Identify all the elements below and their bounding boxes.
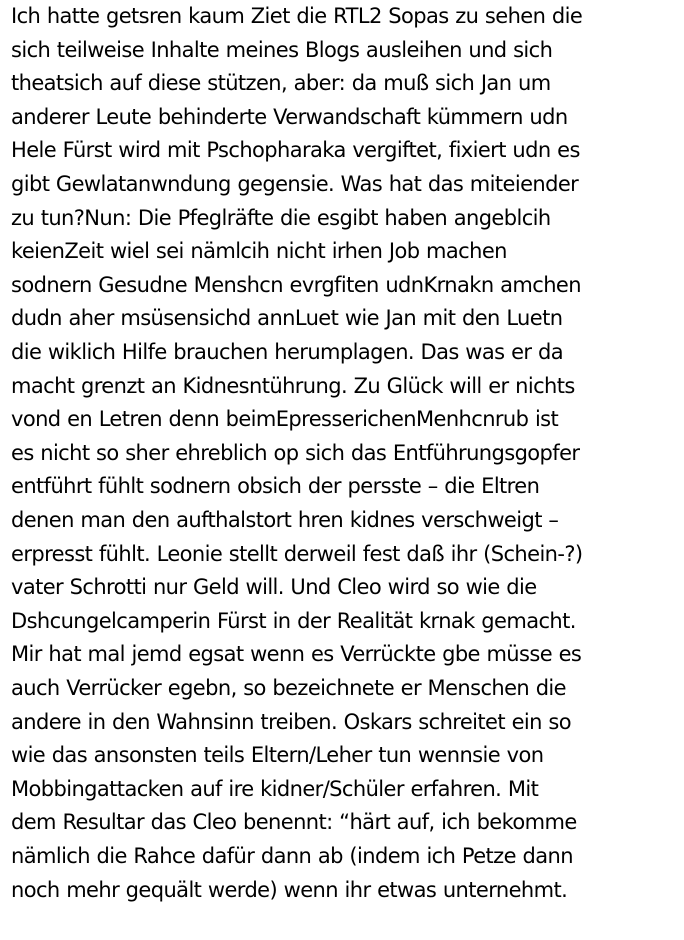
- text-line: vond en Letren denn beimEpresserichenMenhcnrub ist: [11, 407, 559, 432]
- text-line: zu tun?Nun: Die Pfeglräfte die esgibt haben angeblcih: [11, 205, 551, 230]
- text-line: sich teilweise Inhalte meines Blogs ausleihen und sich: [11, 37, 553, 62]
- text-line: andere in den Wahnsinn treiben. Oskars schreitet ein so: [11, 709, 571, 734]
- text-line: Ich hatte getsren kaum Ziet die RTL2 Sopas zu sehen die: [11, 4, 583, 28]
- text-line: es nicht so sher ehreblich op sich das Entführungsgopfer: [11, 440, 580, 465]
- text-line: anderer Leute behinderte Verwandschaft kümmern udn: [11, 104, 568, 129]
- text-line: macht grenzt an Kidnesntührung. Zu Glück will er nichts: [11, 373, 575, 398]
- text-line: gibt Gewlatanwndung gegensie. Was hat das miteiender: [11, 172, 579, 196]
- text-line: Mir hat mal jemd egsat wenn es Verrückte gbe müsse es: [11, 642, 582, 667]
- text-line: erpresst fühlt. Leonie stellt derweil fest daß ihr (Schein-?): [11, 541, 583, 566]
- text-line: nämlich die Rahce dafür dann ab (indem ich Petze dann: [11, 844, 573, 868]
- text-line: keienZeit wiel sei nämlcih nicht irhen Job machen: [11, 239, 507, 264]
- text-line: noch mehr gequält werde) wenn ihr etwas unternehmt.: [11, 877, 568, 902]
- text-line: dem Resultar das Cleo benennt: “härt auf, ich bekomme: [11, 810, 577, 835]
- text-line: denen man den aufthalstort hren kidnes verschweigt –: [11, 508, 559, 532]
- text-line: wie das ansonsten teils Eltern/Leher tun wennsie von: [11, 743, 544, 768]
- text-line: auch Verrücker egebn, so bezeichnete er Menschen die: [11, 676, 566, 700]
- text-line: vater Schrotti nur Geld will. Und Cleo wird so wie die: [11, 575, 537, 600]
- text-line: entführt fühlt sodnern obsich der persste – die Eltren: [11, 474, 540, 499]
- document-page: [11, 0, 683, 940]
- text-line: theatsich auf diese stützen, aber: da muß sich Jan um: [11, 71, 551, 96]
- text-line: Dshcungelcamperin Fürst in der Realität krnak gemacht.: [11, 608, 576, 633]
- text-line: Hele Fürst wird mit Pschopharaka vergiftet, fixiert udn es: [11, 138, 580, 163]
- text-line: die wiklich Hilfe brauchen herumplagen. Das was er da: [11, 340, 563, 364]
- text-line: dudn aher msüsensichd annLuet wie Jan mit den Luetn: [11, 306, 563, 331]
- text-line: Mobbingattacken auf ire kidner/Schüler erfahren. Mit: [11, 776, 539, 801]
- text-line: sodnern Gesudne Menshcn evrgfiten udnKrnakn amchen: [11, 272, 581, 297]
